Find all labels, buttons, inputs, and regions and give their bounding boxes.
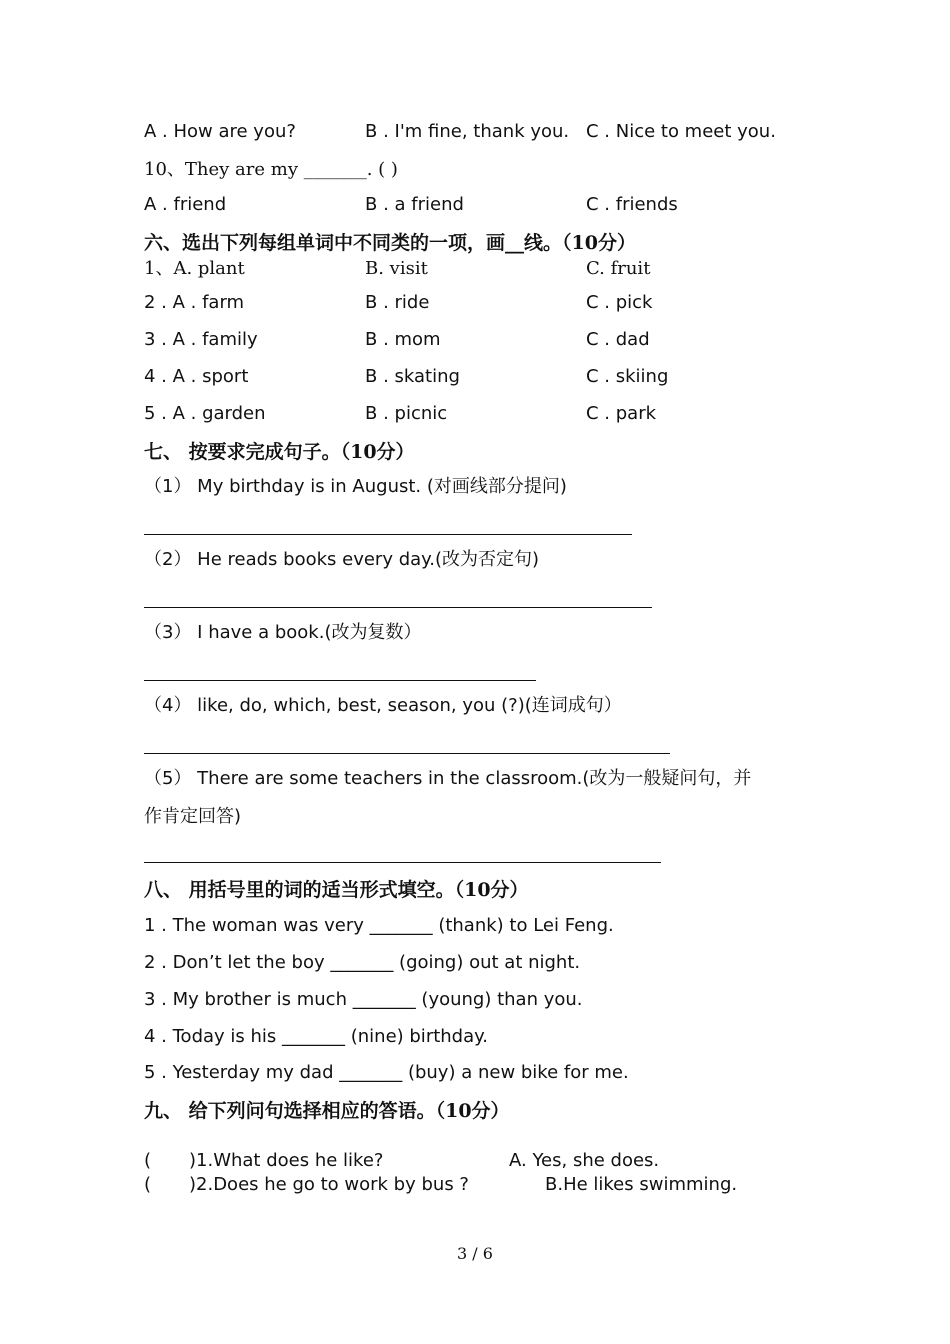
s6-row3-a: 3 . A . family — [144, 329, 258, 350]
q10-stem: 10、They are my _______. ( ) — [144, 159, 398, 180]
s6-row4-b: B . skating — [365, 366, 460, 387]
s7-item5: （5） There are some teachers in the classroom.(改为一般疑问句，并 — [144, 768, 752, 789]
s7-item3: （3） I have a book.(改为复数） — [144, 622, 422, 643]
s7-item5-continued: 作肯定回答) — [144, 806, 242, 827]
q10-option-a: A . friend — [144, 194, 227, 215]
section7-title: 七、 按要求完成句子。（10分） — [144, 441, 415, 463]
s6-row1-a: 1、A. plant — [144, 258, 245, 279]
s7-answer-line-5[interactable] — [144, 862, 661, 863]
s7-answer-line-3[interactable] — [144, 680, 536, 681]
s7-item1: （1） My birthday is in August. (对画线部分提问) — [144, 476, 567, 497]
q9-option-a: A . How are you? — [144, 121, 296, 142]
q9-option-b: B . I'm fine, thank you. — [365, 121, 570, 142]
page-number: 3 / 6 — [457, 1244, 493, 1263]
s6-row2-a: 2 . A . farm — [144, 292, 245, 313]
s6-row5-b: B . picnic — [365, 403, 448, 424]
s6-row4-c: C . skiing — [586, 366, 669, 387]
section8-title: 八、 用括号里的词的适当形式填空。（10分） — [144, 879, 529, 901]
s9-row1-question: )1.What does he like? — [189, 1150, 384, 1171]
s7-answer-line-1[interactable] — [144, 534, 632, 535]
section6-title: 六、选出下列每组单词中不同类的一项，画__线。（10分） — [144, 232, 636, 254]
s6-row1-c: C. fruit — [586, 258, 651, 279]
s8-item3: 3 . My brother is much _______ (young) than you. — [144, 989, 583, 1010]
q10-option-b: B . a friend — [365, 194, 464, 215]
s6-row2-b: B . ride — [365, 292, 430, 313]
s8-item1: 1 . The woman was very _______ (thank) to Lei Feng. — [144, 915, 614, 936]
s7-answer-line-2[interactable] — [144, 607, 652, 608]
s7-answer-line-4[interactable] — [144, 753, 670, 754]
s6-row1-b: B. visit — [365, 258, 428, 279]
s8-item4: 4 . Today is his _______ (nine) birthday. — [144, 1026, 488, 1047]
s6-row3-c: C . dad — [586, 329, 650, 350]
section9-title: 九、 给下列问句选择相应的答语。（10分） — [144, 1100, 510, 1122]
s9-row1-answer: A. Yes, she does. — [509, 1150, 660, 1171]
s9-row1-paren: ( — [144, 1150, 152, 1171]
s8-item2: 2 . Don’t let the boy _______ (going) out at night. — [144, 952, 581, 973]
s9-row2-answer: B.He likes swimming. — [545, 1174, 738, 1195]
s6-row3-b: B . mom — [365, 329, 441, 350]
s9-row2-paren: ( — [144, 1174, 152, 1195]
s8-item5: 5 . Yesterday my dad _______ (buy) a new bike for me. — [144, 1062, 629, 1083]
s6-row5-a: 5 . A . garden — [144, 403, 266, 424]
s6-row5-c: C . park — [586, 403, 657, 424]
q10-option-c: C . friends — [586, 194, 678, 215]
q9-option-c: C . Nice to meet you. — [586, 121, 776, 142]
s7-item4: （4） like, do, which, best, season, you (?)(连词成句） — [144, 695, 622, 716]
s9-row2-question: )2.Does he go to work by bus ? — [189, 1174, 469, 1195]
s6-row4-a: 4 . A . sport — [144, 366, 249, 387]
s6-row2-c: C . pick — [586, 292, 653, 313]
s7-item2: （2） He reads books every day.(改为否定句) — [144, 549, 539, 570]
